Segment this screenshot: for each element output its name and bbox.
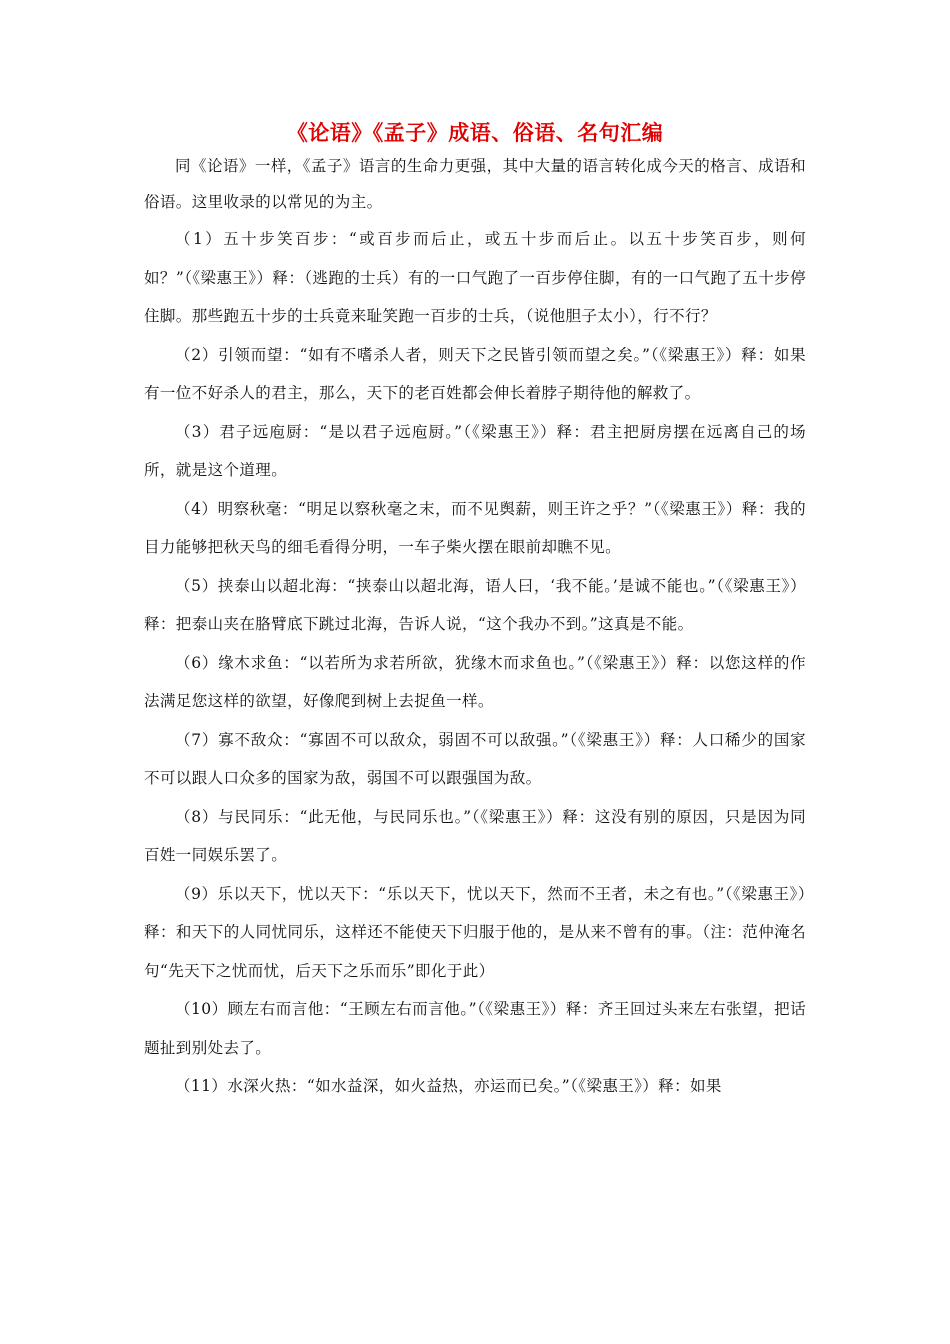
- entry-paragraph: （4）明察秋毫：“明足以察秋毫之末，而不见舆薪，则王许之乎？”（《梁惠王》）释：我的目力能够把秋天鸟的细毛看得分明，一车子柴火摆在眼前却瞧不见。: [144, 499, 806, 556]
- document-page: [144, 118, 806, 1106]
- intro-paragraph: 同《论语》一样，《孟子》语言的生命力更强，其中大量的语言转化成今天的格言、成语和俗语。这里收录的以常见的为主。: [144, 157, 806, 211]
- entry-paragraph: （7）寡不敌众：“寡固不可以敌众，弱固不可以敌强。”（《梁惠王》）释：人口稀少的国家不可以跟人口众多的国家为敌，弱国不可以跟强国为敌。: [144, 730, 806, 787]
- document-title: 《论语》《孟子》成语、俗语、名句汇编: [286, 120, 664, 145]
- entry-paragraph: （11）水深火热：“如水益深，如火益热，亦运而已矣。”（《梁惠王》）释：如果: [175, 1077, 722, 1095]
- entry-paragraph: （5）挟泰山以超北海：“挟泰山以超北海，语人曰，‘我不能。’是诚不能也。”（《梁惠王》）释：把泰山夹在胳臂底下跳过北海，告诉人说，“这个我办不到。”这真是不能。: [144, 576, 806, 633]
- entry-paragraph: （6）缘木求鱼：“以若所为求若所欲，犹缘木而求鱼也。”（《梁惠王》）释：以您这样的作法满足您这样的欲望，好像爬到树上去捉鱼一样。: [144, 653, 806, 710]
- entry-paragraph: （8）与民同乐：“此无他，与民同乐也。”（《梁惠王》）释：这没有别的原因，只是因为同百姓一同娱乐罢了。: [144, 807, 806, 864]
- entry-paragraph: （10）顾左右而言他：“王顾左右而言他。”（《梁惠王》）释：齐王回过头来左右张望，把话题扯到别处去了。: [144, 1000, 806, 1057]
- entry-paragraph: （3）君子远庖厨：“是以君子远庖厨。”（《梁惠王》）释：君主把厨房摆在远离自己的场所，就是这个道理。: [144, 422, 806, 479]
- entry-paragraph: （1）五十步笑百步：“或百步而后止，或五十步而后止。以五十步笑百步，则何如？”（《梁惠王》）释：（逃跑的士兵）有的一口气跑了一百步停住脚，有的一口气跑了五十步停住脚。那些跑五十步的士兵竟来耻笑跑一百步的士兵，（说他胆子太小），行不行？: [144, 230, 806, 325]
- entry-paragraph: （2）引领而望：“如有不嗜杀人者，则天下之民皆引领而望之矣。”（《梁惠王》）释：如果有一位不好杀人的君主，那么，天下的老百姓都会伸长着脖子期待他的解救了。: [144, 345, 806, 402]
- entry-paragraph: （9）乐以天下，忧以天下：“乐以天下，忧以天下，然而不王者，未之有也。”（《梁惠王》）释：和天下的人同忧同乐，这样还不能使天下归服于他的，是从来不曾有的事。（注：范仲淹名句“先天下之忧而忧，后天下之乐而乐”即化于此）: [144, 884, 806, 980]
